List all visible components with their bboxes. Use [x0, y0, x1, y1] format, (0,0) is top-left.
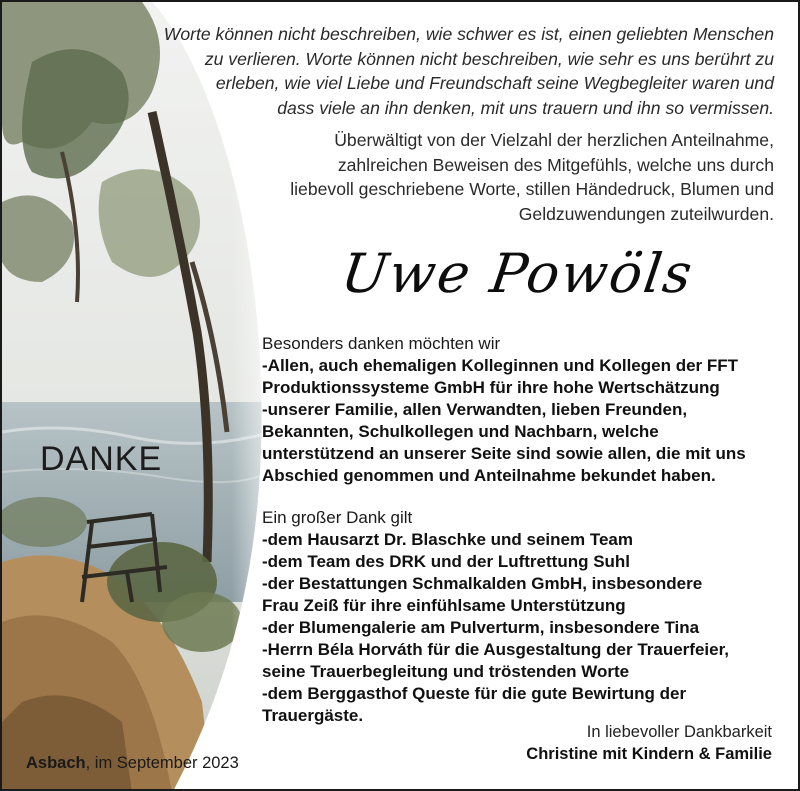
thanks-line: -unserer Familie, allen Verwandten, lieben Freunden,: [262, 400, 688, 419]
intro-line: Worte können nicht beschreiben, wie schwer es ist, einen geliebten Menschen: [163, 24, 774, 44]
gratitude-paragraph: [214, 128, 774, 226]
intro-line: erleben, wie viel Liebe und Freundschaft seine Wegbegleiter waren und: [215, 73, 774, 94]
thanks-line: -dem Berggasthof Queste für die gute Bewirtung der: [262, 684, 687, 703]
thanks-line: -dem Hausarzt Dr. Blaschke und seinem Team: [262, 530, 633, 549]
thanks-line: Abschied genommen und Anteilnahme bekundet haben.: [262, 466, 716, 485]
thanks-line: -Herrn Béla Horváth für die Ausgestaltung der Trauerfeier,: [262, 640, 729, 659]
thanks-line: Produktionssysteme GmbH für ihre hohe Wertschätzung: [262, 378, 720, 397]
thanks-line: seine Trauerbegleitung und tröstenden Worte: [262, 662, 630, 681]
thanks-line: -der Blumengalerie am Pulverturm, insbesondere Tina: [262, 618, 700, 637]
thanks-block-great: [262, 507, 782, 727]
gratitude-line: zahlreichen Beweisen des Mitgefühls, welche uns durch: [337, 154, 774, 175]
thanks-heading: Ein großer Dank gilt: [262, 508, 413, 527]
place-date-text: , im September 2023: [85, 754, 239, 772]
signoff-family: Christine mit Kindern & Familie: [526, 745, 772, 763]
thanks-line: Bekannten, Schulkollegen und Nachbarn, welche: [262, 422, 659, 441]
place-town: Asbach: [26, 754, 86, 772]
place-date: [26, 754, 239, 773]
intro-paragraph: [74, 22, 774, 120]
thanks-line: -dem Team des DRK und der Luftrettung Suhl: [262, 552, 631, 571]
danke-heading: DANKE: [40, 440, 163, 478]
intro-line: dass viele an ihn denken, mit uns trauern und ihn so vermissen.: [277, 97, 774, 118]
thanks-heading: Besonders danken möchten wir: [262, 334, 501, 353]
thanks-line: -der Bestattungen Schmalkalden GmbH, insbesondere: [262, 574, 703, 593]
gratitude-line: Geldzuwendungen zuteilwurden.: [518, 203, 774, 224]
signoff-phrase: In liebevoller Dankbarkeit: [586, 723, 772, 741]
thanks-line: Frau Zeiß für ihre einfühlsame Unterstützung: [262, 596, 626, 615]
intro-line: zu verlieren. Worte können nicht beschreiben, wie sehr es uns berührt zu: [204, 48, 774, 69]
deceased-name: Uwe Powöls: [337, 242, 698, 305]
gratitude-line: Überwältigt von der Vielzahl der herzlichen Anteilnahme,: [334, 130, 774, 150]
thanks-line: Trauergäste.: [262, 706, 364, 725]
thanks-line: unterstützend an unserer Seite sind sowie allen, die mit uns: [262, 444, 746, 463]
gratitude-line: liebevoll geschriebene Worte, stillen Händedruck, Blumen und: [290, 179, 774, 200]
thanks-line: -Allen, auch ehemaligen Kolleginnen und Kollegen der FFT: [262, 356, 739, 375]
thanks-block-special: [262, 333, 782, 487]
